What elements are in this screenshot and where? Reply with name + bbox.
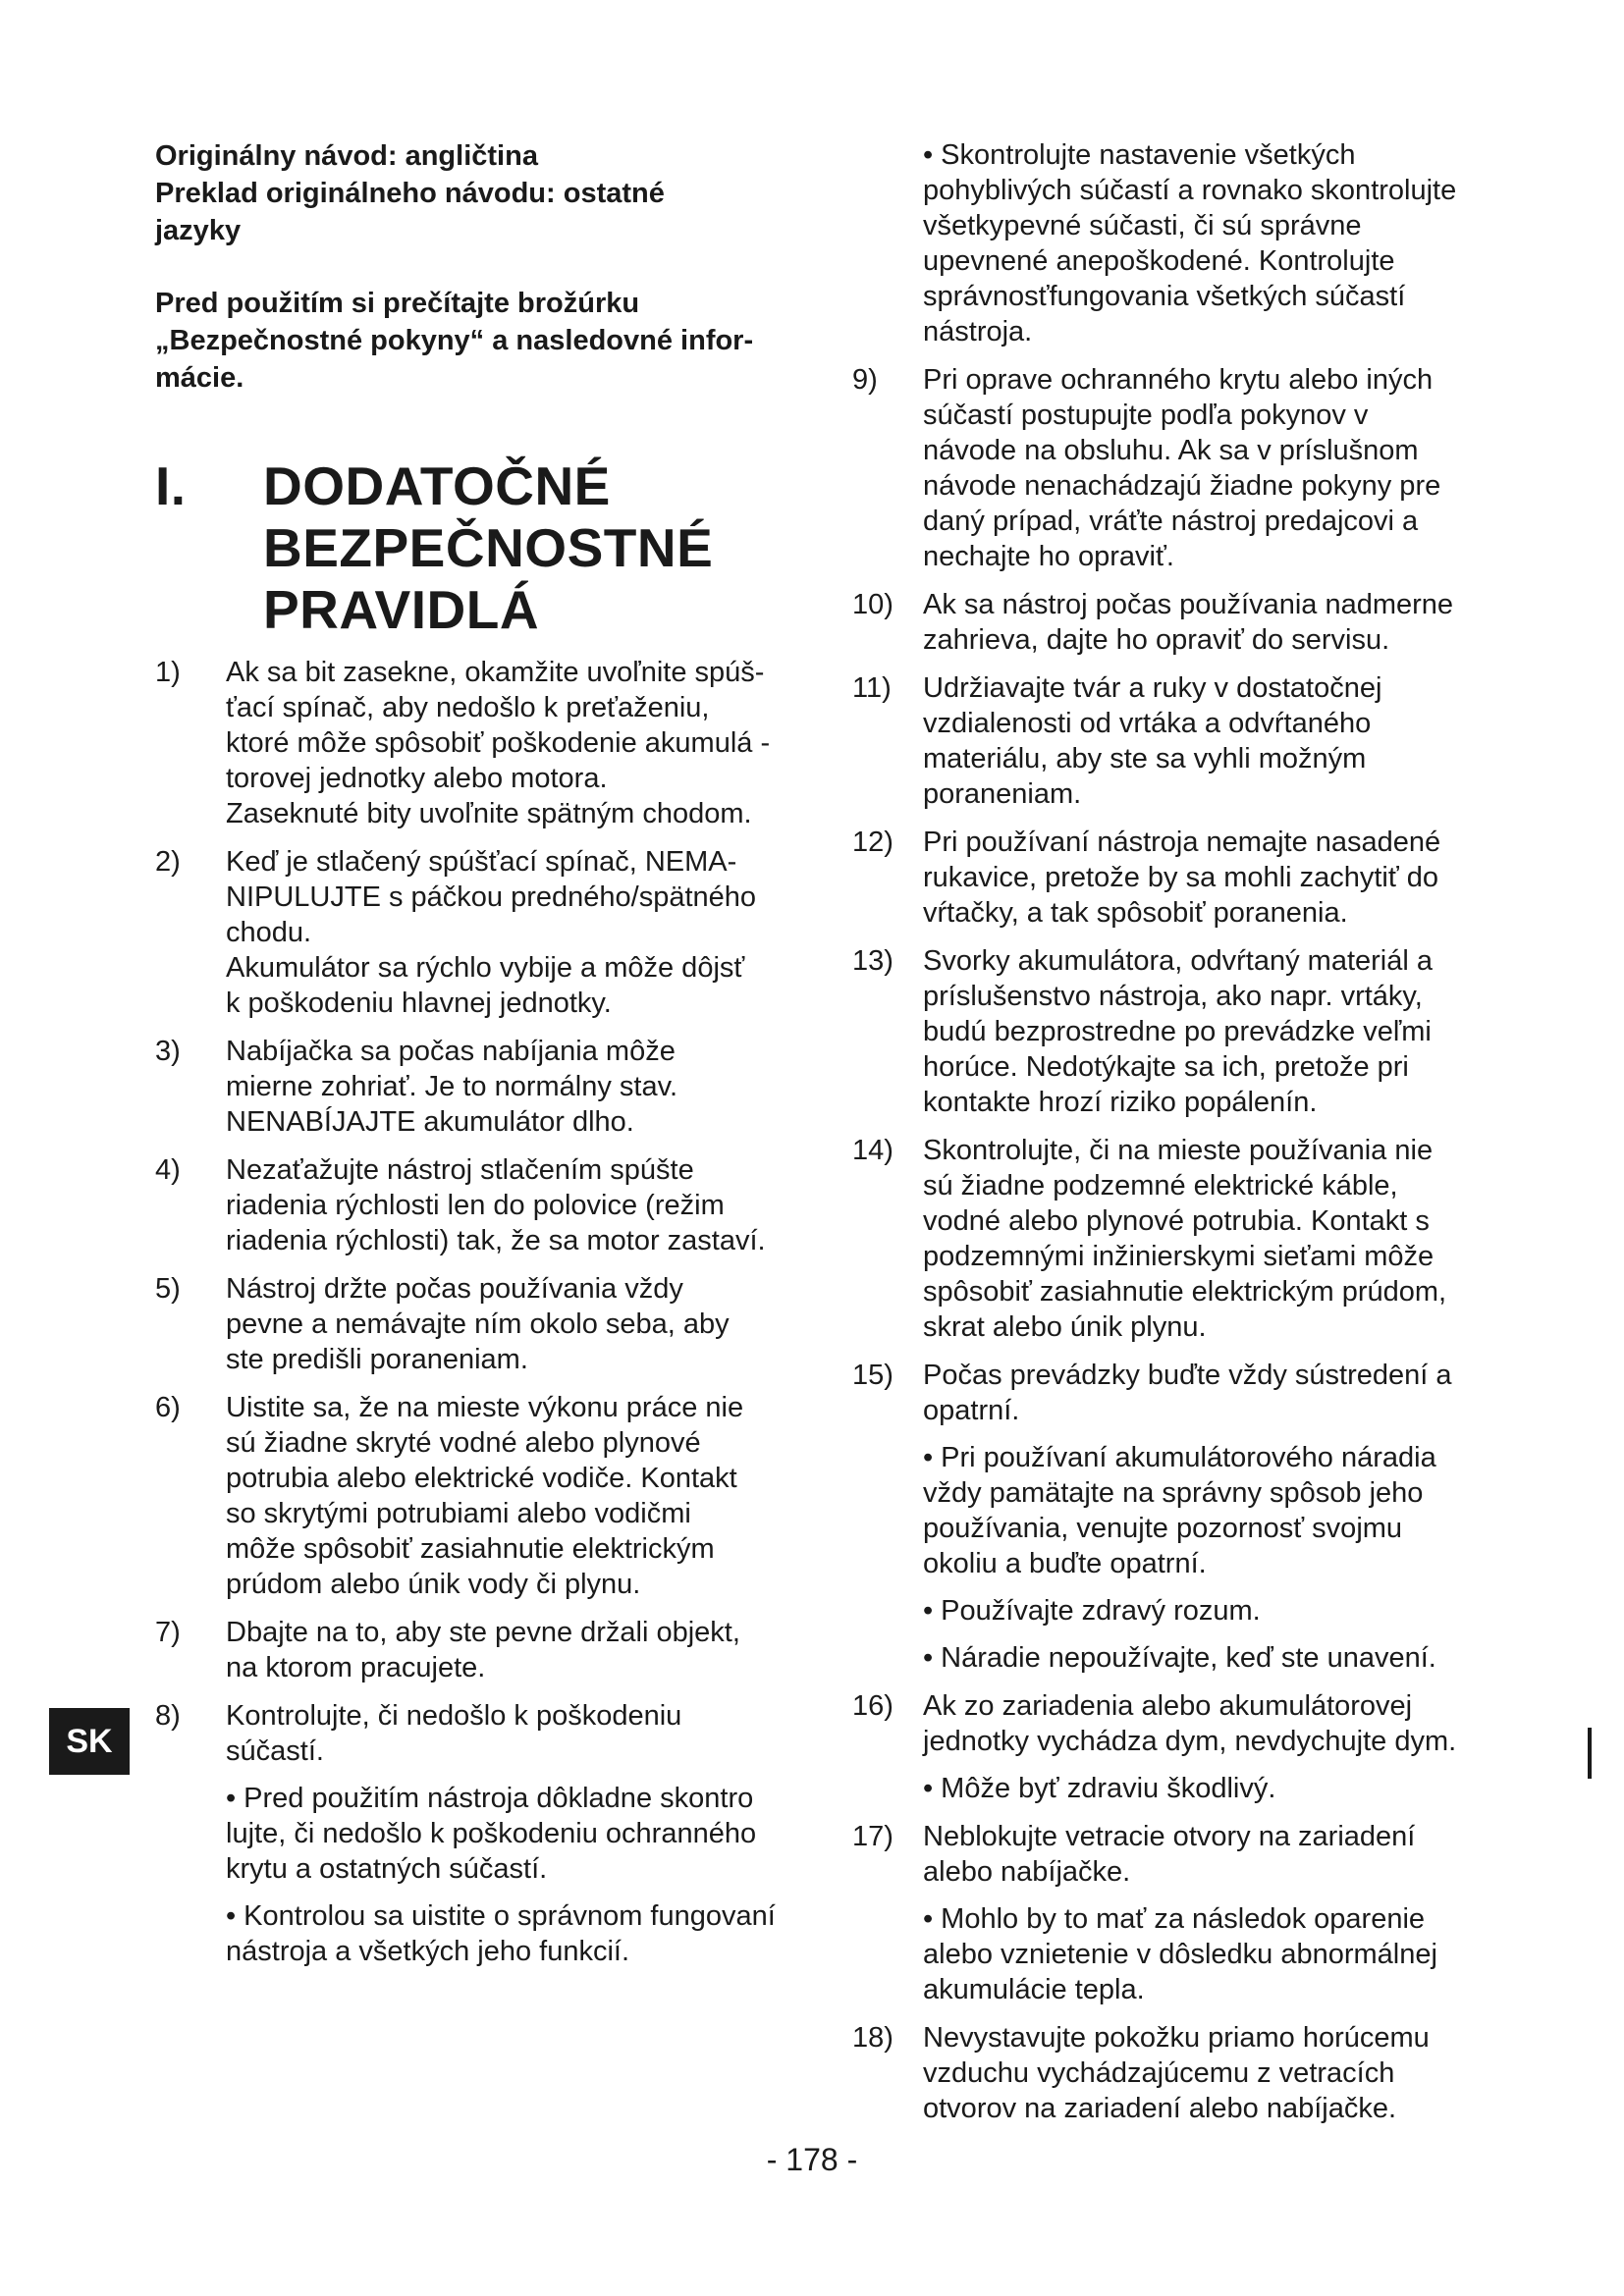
rule-number: 15) (852, 1360, 893, 1391)
text-line: Ak sa nástroj počas používania nadmerne (923, 589, 1454, 620)
text-line: fungovania všetkých súčastí nástroja. (923, 281, 1406, 347)
text-line: súčastí. (226, 1735, 324, 1767)
bullet-dot: • (923, 1642, 934, 1674)
bullet-dot: • (923, 139, 934, 171)
text-line: daný prípad, vráťte nástroj predajcovi a (923, 506, 1419, 537)
margin-mark (1588, 1728, 1592, 1779)
text-line: jednotky vychádza dym, nevdychujte dym. (923, 1726, 1457, 1757)
rule-item (155, 1698, 793, 1969)
rule-item (852, 1819, 1481, 2007)
text-line: ťací spínač, aby nedošlo k preťaženiu, (226, 692, 710, 723)
bullet-first-line (923, 1901, 1481, 1937)
rule-number: 18) (852, 2022, 893, 2054)
text-line: mierne zohriať. Je to normálny stav. (226, 1071, 678, 1102)
text-line: poraneniam. (923, 778, 1082, 810)
translation-line-2: jazyky (155, 215, 242, 246)
text-line: Nástroj držte počas používania vždy (226, 1273, 683, 1305)
rule-number: 5) (155, 1273, 181, 1305)
bullet-first-line (226, 1898, 793, 1934)
text-line: NIPULUJTE s páčkou predného/spätného (226, 881, 757, 913)
rule-item (852, 1688, 1481, 1806)
rule-number: 4) (155, 1154, 181, 1186)
text-line: riadenia rýchlosti) tak, že sa motor zastaví. (226, 1225, 766, 1256)
rule-number: 13) (852, 945, 893, 977)
text-line: Uistite sa, že na mieste výkonu práce nie (226, 1392, 744, 1423)
rule-number: 6) (155, 1392, 181, 1423)
rule-item (155, 1152, 793, 1258)
bullet-dot: • (923, 1595, 934, 1627)
original-manual-line: Originálny návod: angličtina (155, 140, 538, 172)
text-line: Pred použitím nástroja dôkladne skontro (244, 1783, 754, 1814)
text-line: pevne a nemávajte ním okolo seba, aby (226, 1308, 730, 1340)
rule-number: 8) (155, 1700, 181, 1732)
rule-number: 7) (155, 1617, 181, 1648)
text-line: Ak zo zariadenia alebo akumulátorovej (923, 1690, 1413, 1722)
rule-number: 12) (852, 827, 893, 858)
rule-number: 14) (852, 1135, 893, 1166)
text-line: spôsobiť zasiahnutie elektrickým prúdom, (923, 1276, 1447, 1308)
text-line: vzdialenosti od vrtáka a odvŕtaného (923, 708, 1372, 739)
text-line: podzemnými inžinierskymi sieťami môže (923, 1241, 1435, 1272)
text-line: súčastí postupujte podľa pokynov v (923, 400, 1369, 431)
text-line: opatrní. (923, 1395, 1020, 1426)
text-line: NENABÍJAJTE akumulátor dlho. (226, 1106, 634, 1138)
bullet-first-line (923, 1440, 1481, 1475)
rule-number: 17) (852, 1821, 893, 1852)
text-line: nepoškodené. Kontrolujte správnosť (923, 245, 1395, 312)
rule-item (852, 943, 1481, 1120)
text-line: môže spôsobiť zasiahnutie elektrickým (226, 1533, 715, 1565)
text-line: Počas prevádzky buďte vždy sústredení a (923, 1360, 1452, 1391)
rule-item (852, 1133, 1481, 1345)
text-line: budú bezprostredne po prevádzke veľmi (923, 1016, 1432, 1047)
text-line: pevné súčasti, či sú správne upevnené a (923, 210, 1362, 277)
rule-number: 16) (852, 1690, 893, 1722)
text-line: Pri používaní akumulátorového náradia (941, 1442, 1436, 1473)
rule-item (852, 670, 1481, 812)
text-line: vých súčastí a rovnako skontrolujte všetky (923, 175, 1457, 241)
text-line: lujte, či nedošlo k poškodeniu ochranného (226, 1818, 757, 1849)
text-line: Neblokujte vetracie otvory na zariadení (923, 1821, 1416, 1852)
text-line: Mohlo by to mať za následok oparenie (941, 1903, 1426, 1935)
text-line: torovej jednotky alebo motora. (226, 763, 608, 794)
bullet-first-line (923, 1593, 1481, 1629)
bullet-dot: • (923, 1773, 934, 1804)
text-line: Keď je stlačený spúšťací spínač, NEMA- (226, 846, 737, 878)
text-line: Náradie nepoužívajte, keď ste unavení. (941, 1642, 1436, 1674)
text-line: akumulácie tepla. (923, 1974, 1145, 2005)
bullet-item (923, 1440, 1481, 1581)
rule-number: 3) (155, 1036, 181, 1067)
text-line: Udržiavajte tvár a ruky v dostatočnej (923, 672, 1382, 704)
rule-number: 2) (155, 846, 181, 878)
continued-bullet (852, 137, 1481, 349)
text-line: sú žiadne skryté vodné alebo plynové (226, 1427, 701, 1459)
text-line: materiálu, aby ste sa vyhli možným (923, 743, 1367, 774)
text-line: Nevystavujte pokožku priamo horúcemu (923, 2022, 1430, 2054)
bullet-item (923, 1771, 1481, 1806)
right-rules-list (852, 362, 1481, 2126)
notice-line-3: mácie. (155, 362, 244, 394)
rule-item (852, 2020, 1481, 2126)
text-line: Zaseknuté bity uvoľnite spätným chodom. (226, 798, 752, 829)
rule-number: 9) (852, 364, 878, 396)
rule-number: 11) (852, 672, 892, 704)
safety-notice (155, 285, 793, 397)
translation-line-1: Preklad originálneho návodu: ostatné (155, 178, 665, 209)
text-line: horúce. Nedotýkajte sa ich, pretože pri (923, 1051, 1409, 1083)
text-line: ktoré môže spôsobiť poškodenie akumulá - (226, 727, 771, 759)
rule-item (852, 587, 1481, 658)
text-line: chodu. (226, 917, 312, 948)
rule-number: 1) (155, 657, 181, 688)
rule-item (155, 655, 793, 831)
rule-item (155, 1390, 793, 1602)
text-line: Kontrolujte, či nedošlo k poškodeniu (226, 1700, 682, 1732)
section-title-line: DODATOČNÉ (263, 455, 611, 516)
language-tab: SK (49, 1708, 130, 1775)
text-line: vzduchu vychádzajúcemu z vetracích (923, 2057, 1395, 2089)
rule-number: 10) (852, 589, 893, 620)
text-line: Nezaťažujte nástroj stlačením spúšte (226, 1154, 694, 1186)
text-line: kontakte hrozí riziko popálenín. (923, 1087, 1318, 1118)
page-number: - 178 - (766, 2142, 858, 2177)
text-line: so skrytými potrubiami alebo vodičmi (226, 1498, 691, 1529)
text-line: skrat alebo únik plynu. (923, 1311, 1207, 1343)
text-line: zahrieva, dajte ho opraviť do servisu. (923, 624, 1390, 656)
text-line: Môže byť zdraviu škodlivý. (941, 1773, 1276, 1804)
text-line: vždy pamätajte na správny spôsob jeho (923, 1477, 1424, 1509)
section-title-line: BEZPEČNOSTNÉ (263, 517, 714, 578)
bullet-dot: • (226, 1900, 237, 1932)
text-line: Skontrolujte, či na mieste používania nie (923, 1135, 1434, 1166)
text-line: návode na obsluhu. Ak sa v príslušnom (923, 435, 1419, 466)
bullet-dot: • (923, 1903, 934, 1935)
text-line: Akumulátor sa rýchlo vybije a môže dôjsť (226, 952, 745, 984)
text-line: k poškodeniu hlavnej jednotky. (226, 988, 612, 1019)
rule-item (852, 362, 1481, 574)
text-line: riadenia rýchlosti len do polovice (režim (226, 1190, 725, 1221)
text-line: otvorov na zariadení alebo nabíjačke. (923, 2093, 1397, 2124)
section-number: I. (155, 455, 187, 516)
text-line: používania, venujte pozornosť svojmu (923, 1513, 1403, 1544)
text-line: návode nenachádzajú žiadne pokyny pre (923, 470, 1441, 502)
text-line: ste predišli poraneniam. (226, 1344, 528, 1375)
rule-item (852, 1358, 1481, 1676)
bullet-item (226, 1898, 793, 1969)
notice-line-2: „Bezpečnostné pokyny“ a nasledovné infor- (155, 325, 754, 356)
bullet-dot: • (923, 1442, 934, 1473)
text-line: príslušenstvo nástroja, ako napr. vrtáky, (923, 981, 1423, 1012)
bullet-first-line (923, 1640, 1481, 1676)
bullet-first-line (923, 1771, 1481, 1806)
text-line: na ktorom pracujete. (226, 1652, 486, 1683)
rule-bullets (923, 1771, 1481, 1806)
text-line: alebo nabíjačke. (923, 1856, 1131, 1888)
text-line: vŕtačky, a tak spôsobiť poranenia. (923, 897, 1348, 929)
notice-line-1: Pred použitím si prečítajte brožúrku (155, 288, 640, 319)
bullet-item (923, 1640, 1481, 1676)
text-line: rukavice, pretože by sa mohli zachytiť do (923, 862, 1439, 893)
section-title (155, 455, 793, 641)
rule-item (155, 1271, 793, 1377)
right-column (852, 137, 1481, 2139)
text-line: sú žiadne podzemné elektrické káble, (923, 1170, 1398, 1201)
text-line: Ak sa bit zasekne, okamžite uvoľnite spúš- (226, 657, 765, 688)
bullet-item (923, 1593, 1481, 1629)
text-line: nechajte ho opraviť. (923, 541, 1174, 572)
left-rules-list (155, 655, 793, 1969)
rule-item (155, 1034, 793, 1140)
text-line: Používajte zdravý rozum. (941, 1595, 1261, 1627)
text-line: alebo vznietenie v dôsledku abnormálnej (923, 1939, 1437, 1970)
rule-item (155, 844, 793, 1021)
rule-bullets (923, 1440, 1481, 1676)
bullet-item (226, 1781, 793, 1887)
text-line: krytu a ostatných súčastí. (226, 1853, 548, 1885)
left-column (155, 137, 793, 1982)
manual-language-header (155, 137, 793, 249)
text-line: Nabíjačka sa počas nabíjania môže (226, 1036, 676, 1067)
text-line: okoliu a buďte opatrní. (923, 1548, 1207, 1579)
text-line: nástroja a všetkých jeho funkcií. (226, 1936, 630, 1967)
text-line: Pri oprave ochranného krytu alebo iných (923, 364, 1434, 396)
rule-bullets (226, 1781, 793, 1969)
text-line: Kontrolou sa uistite o správnom fungovaní (244, 1900, 776, 1932)
text-line: potrubia alebo elektrické vodiče. Kontakt (226, 1463, 737, 1494)
text-line: Svorky akumulátora, odvŕtaný materiál a (923, 945, 1433, 977)
text-line: Pri používaní nástroja nemajte nasadené (923, 827, 1441, 858)
section-title-line: PRAVIDLÁ (263, 579, 540, 640)
text-line: prúdom alebo únik vody či plynu. (226, 1569, 641, 1600)
bullet-item (923, 137, 1481, 349)
rule-bullets (923, 1901, 1481, 2007)
text-line: Skontrolujte nastavenie všetkých pohybli (923, 139, 1356, 206)
bullet-first-line (226, 1781, 793, 1816)
rule-item (852, 825, 1481, 931)
bullet-dot: • (226, 1783, 237, 1814)
text-line: vodné alebo plynové potrubia. Kontakt s (923, 1205, 1430, 1237)
bullet-item (923, 1901, 1481, 2007)
rule-item (155, 1615, 793, 1685)
text-line: Dbajte na to, aby ste pevne držali objekt, (226, 1617, 740, 1648)
